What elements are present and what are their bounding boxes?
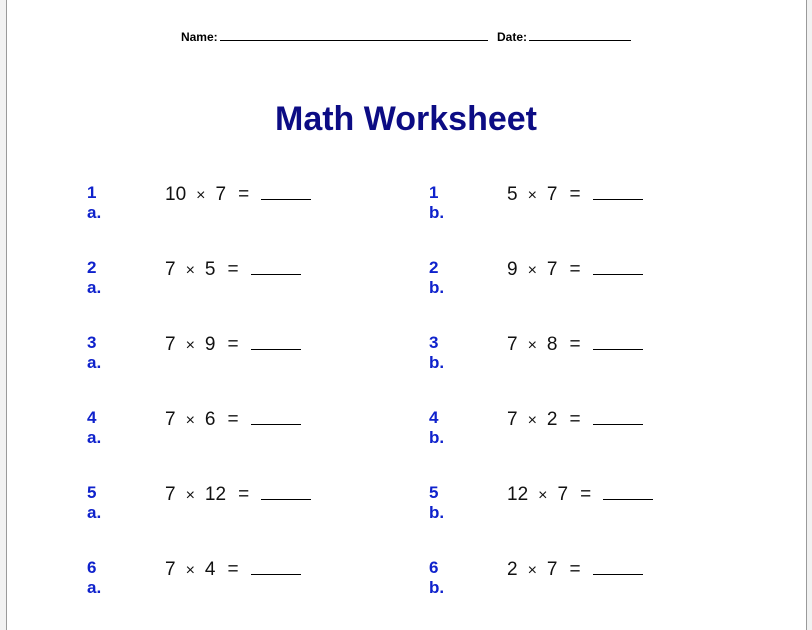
- equals-sign: =: [227, 409, 239, 430]
- problem-expression: [507, 558, 643, 581]
- problem-label: 4 b.: [429, 408, 445, 447]
- operand-b: 5: [204, 259, 216, 280]
- problem-label: 6 a.: [87, 558, 102, 597]
- problem-label: 1 b.: [429, 183, 445, 222]
- times-sign: ×: [527, 262, 537, 279]
- problem-label: 5 a.: [87, 483, 102, 522]
- problem-expression: [165, 483, 311, 506]
- operand-b: 7: [215, 184, 227, 205]
- problem-expression: [507, 258, 643, 281]
- equals-sign: =: [569, 409, 581, 430]
- answer-blank[interactable]: [593, 408, 643, 425]
- problem-label: 2 b.: [429, 258, 445, 297]
- times-sign: ×: [196, 187, 206, 204]
- window-right-border: [806, 0, 812, 630]
- times-sign: ×: [185, 562, 195, 579]
- problem-expression: [507, 183, 643, 206]
- answer-blank[interactable]: [251, 258, 301, 275]
- name-blank-line: [220, 30, 488, 41]
- problem-expression: [165, 558, 301, 581]
- equals-sign: =: [569, 559, 581, 580]
- times-sign: ×: [185, 487, 195, 504]
- operand-b: 7: [557, 484, 569, 505]
- answer-blank[interactable]: [251, 333, 301, 350]
- times-sign: ×: [527, 187, 537, 204]
- worksheet-title: Math Worksheet: [275, 100, 537, 138]
- operand-a: 2: [507, 559, 518, 580]
- equals-sign: =: [238, 184, 250, 205]
- equals-sign: =: [227, 259, 239, 280]
- operand-a: 7: [165, 409, 176, 430]
- problem-label: 3 b.: [429, 333, 445, 372]
- problem-label: 1 a.: [87, 183, 102, 222]
- answer-blank[interactable]: [593, 258, 643, 275]
- operand-a: 12: [507, 484, 529, 505]
- operand-a: 7: [507, 409, 518, 430]
- operand-a: 5: [507, 184, 518, 205]
- problem-expression: [165, 408, 301, 431]
- problem-expression: [507, 333, 643, 356]
- problem-label: 6 b.: [429, 558, 445, 597]
- operand-b: 2: [546, 409, 558, 430]
- header-fields: [0, 30, 812, 44]
- operand-b: 6: [204, 409, 216, 430]
- answer-blank[interactable]: [251, 558, 301, 575]
- problem-expression: [165, 183, 311, 206]
- times-sign: ×: [185, 262, 195, 279]
- operand-a: 10: [165, 184, 187, 205]
- answer-blank[interactable]: [251, 408, 301, 425]
- problem-label: 5 b.: [429, 483, 445, 522]
- operand-b: 7: [546, 559, 558, 580]
- equals-sign: =: [238, 484, 250, 505]
- operand-b: 8: [546, 334, 558, 355]
- answer-blank[interactable]: [603, 483, 653, 500]
- times-sign: ×: [527, 412, 537, 429]
- equals-sign: =: [580, 484, 592, 505]
- operand-b: 12: [204, 484, 227, 505]
- operand-a: 7: [507, 334, 518, 355]
- answer-blank[interactable]: [593, 558, 643, 575]
- operand-b: 7: [546, 184, 558, 205]
- times-sign: ×: [527, 337, 537, 354]
- times-sign: ×: [185, 337, 195, 354]
- operand-a: 9: [507, 259, 518, 280]
- operand-a: 7: [165, 259, 176, 280]
- problem-expression: [165, 258, 301, 281]
- answer-blank[interactable]: [261, 183, 311, 200]
- equals-sign: =: [569, 259, 581, 280]
- operand-a: 7: [165, 334, 176, 355]
- date-label: Date:: [497, 30, 528, 44]
- answer-blank[interactable]: [593, 333, 643, 350]
- equals-sign: =: [227, 559, 239, 580]
- equals-sign: =: [569, 334, 581, 355]
- operand-b: 9: [204, 334, 216, 355]
- answer-blank[interactable]: [261, 483, 311, 500]
- equals-sign: =: [569, 184, 581, 205]
- name-label: Name:: [180, 30, 218, 44]
- answer-blank[interactable]: [593, 183, 643, 200]
- operand-a: 7: [165, 559, 176, 580]
- problem-expression: [165, 333, 301, 356]
- window-left-border: [0, 0, 7, 630]
- problem-label: 2 a.: [87, 258, 102, 297]
- times-sign: ×: [185, 412, 195, 429]
- equals-sign: =: [227, 334, 239, 355]
- problem-expression: [507, 408, 643, 431]
- problem-label: 3 a.: [87, 333, 102, 372]
- operand-b: 7: [546, 259, 558, 280]
- problem-expression: [507, 483, 653, 506]
- operand-b: 4: [204, 559, 216, 580]
- problem-label: 4 a.: [87, 408, 102, 447]
- date-blank-line: [529, 30, 631, 41]
- operand-a: 7: [165, 484, 176, 505]
- times-sign: ×: [527, 562, 537, 579]
- times-sign: ×: [538, 487, 548, 504]
